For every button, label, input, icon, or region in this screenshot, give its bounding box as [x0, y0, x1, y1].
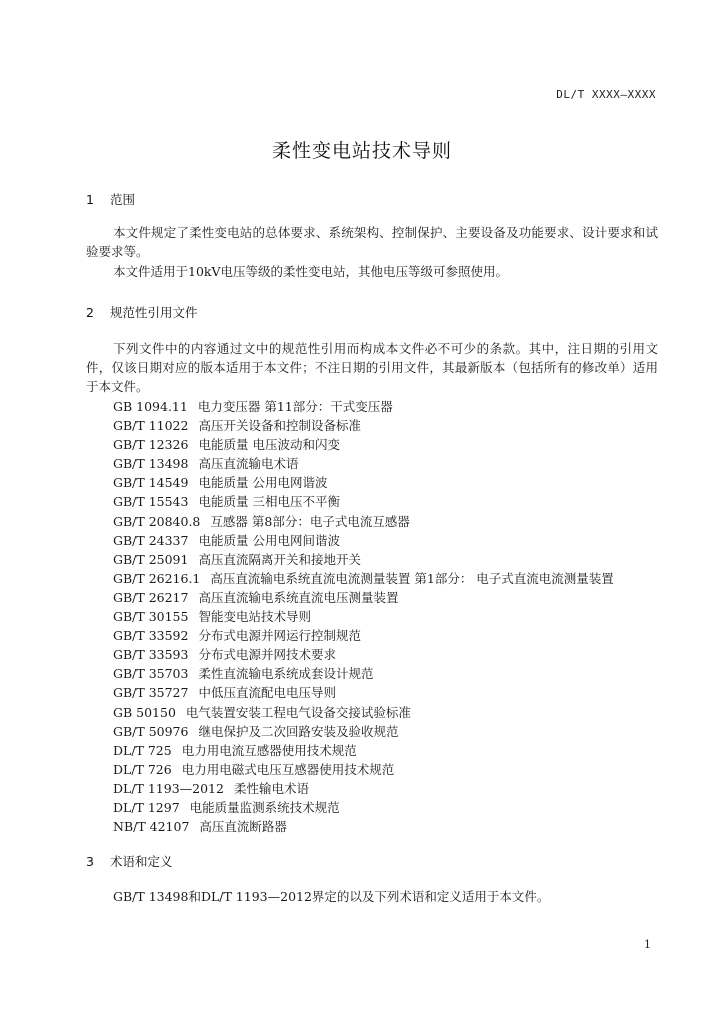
reference-code: GB 50150 — [113, 704, 176, 720]
reference-item — [113, 683, 614, 702]
reference-code: GB/T 33593 — [113, 647, 189, 663]
reference-item — [113, 798, 614, 817]
references-intro-paragraph: 下列文件中的内容通过文中的规范性引用而构成本文件必不可少的条款。其中，注日期的引用文件，仅该日期对应的版本适用于本文件；不注日期的引用文件，其最新版本（包括所有的修改单）适用于本文件。 — [86, 341, 658, 394]
reference-code: DL/T 725 — [113, 742, 172, 758]
section-title: 范围 — [109, 192, 135, 207]
reference-code: GB/T 24337 — [113, 532, 189, 548]
page-number: 1 — [644, 938, 651, 951]
reference-title: 电气装置安装工程电气设备交接试验标准 — [185, 704, 411, 720]
reference-item — [113, 397, 614, 416]
reference-title: 高压直流输电系统直流电压测量装置 — [198, 589, 399, 605]
reference-code: GB/T 12326 — [113, 437, 189, 453]
reference-item — [113, 588, 614, 607]
reference-title: 分布式电源并网运行控制规范 — [198, 628, 361, 644]
reference-code: GB/T 20840.8 — [113, 513, 201, 529]
reference-title: 电力变压器 第11部分：干式变压器 — [197, 399, 393, 414]
section-2-heading — [86, 303, 198, 321]
reference-title: 继电保护及二次回路安装及验收规范 — [198, 723, 399, 739]
reference-code: DL/T 726 — [113, 761, 172, 777]
section-1-heading — [86, 190, 135, 208]
reference-code: GB/T 11022 — [113, 418, 189, 434]
reference-item — [113, 454, 614, 473]
reference-item — [113, 473, 614, 492]
reference-item — [113, 531, 614, 550]
reference-item — [113, 492, 614, 511]
reference-code: GB/T 33592 — [113, 628, 189, 644]
section-3-heading — [86, 852, 173, 870]
reference-item — [113, 817, 614, 836]
reference-title: 高压直流隔离开关和接地开关 — [198, 551, 361, 567]
reference-code: GB/T 13498 — [113, 456, 189, 472]
reference-code: DL/T 1297 — [113, 799, 180, 815]
reference-code: GB/T 35727 — [113, 685, 189, 701]
reference-title: 互感器 第8部分：电子式电流互感器 — [210, 513, 410, 529]
section-number: 3 — [86, 854, 94, 869]
reference-item — [113, 569, 614, 588]
reference-code: NB/T 42107 — [113, 819, 190, 835]
reference-code: DL/T 1193—2012 — [113, 780, 224, 796]
reference-item — [113, 664, 614, 683]
reference-title: 高压直流断路器 — [199, 819, 287, 835]
reference-item — [113, 550, 614, 569]
section-title: 术语和定义 — [109, 854, 173, 869]
reference-title: 电能质量 公用电网谐波 — [198, 475, 328, 491]
reference-title: 高压开关设备和控制设备标准 — [198, 418, 361, 434]
reference-title: 电能质量 电压波动和闪变 — [198, 437, 340, 453]
reference-item — [113, 435, 614, 454]
section-title: 规范性引用文件 — [109, 305, 198, 320]
reference-title: 电能质量监测系统技术规范 — [189, 799, 340, 815]
reference-item — [113, 760, 614, 779]
section-number: 1 — [86, 192, 94, 207]
reference-item — [113, 779, 614, 798]
reference-title: 电力用电磁式电压互感器使用技术规范 — [181, 761, 395, 777]
reference-item — [113, 607, 614, 626]
reference-title: 分布式电源并网技术要求 — [198, 647, 336, 663]
reference-item — [113, 722, 614, 741]
reference-code: GB/T 26216.1 — [113, 570, 201, 586]
scope-paragraph-1: 本文件规定了柔性变电站的总体要求、系统架构、控制保护、主要设备及功能要求、设计要求和试验要求等。 — [86, 225, 658, 259]
scope-paragraph-2: 本文件适用于10kV电压等级的柔性变电站，其他电压等级可参照使用。 — [113, 264, 509, 279]
reference-title: 高压直流输电系统直流电流测量装置 第1部分： 电子式直流电流测量装置 — [210, 570, 614, 586]
reference-item — [113, 741, 614, 760]
reference-title: 电能质量 三相电压不平衡 — [198, 494, 340, 510]
reference-code: GB/T 50976 — [113, 723, 189, 739]
reference-title: 电能质量 公用电网间谐波 — [198, 532, 340, 548]
reference-item — [113, 626, 614, 645]
reference-code: GB 1094.11 — [113, 399, 188, 414]
reference-title: 电力用电流互感器使用技术规范 — [181, 742, 357, 758]
reference-item — [113, 703, 614, 722]
section-number: 2 — [86, 305, 94, 320]
reference-code: GB/T 35703 — [113, 666, 189, 682]
document-title: 柔性变电站技术导则 — [271, 140, 452, 162]
terms-intro-paragraph: GB/T 13498和DL/T 1193—2012界定的以及下列术语和定义适用于本文件。 — [113, 889, 550, 904]
reference-code: GB/T 15543 — [113, 494, 189, 510]
reference-title: 高压直流输电术语 — [198, 456, 299, 472]
reference-code: GB/T 14549 — [113, 475, 189, 491]
normative-references-list — [113, 397, 614, 836]
reference-title: 智能变电站技术导则 — [198, 609, 311, 625]
reference-title: 柔性直流输电系统成套设计规范 — [198, 666, 374, 682]
reference-item — [113, 645, 614, 664]
reference-title: 柔性输电术语 — [233, 780, 309, 796]
reference-code: GB/T 30155 — [113, 609, 189, 625]
reference-code: GB/T 25091 — [113, 551, 189, 567]
reference-item — [113, 512, 614, 531]
reference-title: 中低压直流配电电压导则 — [198, 685, 336, 701]
reference-item — [113, 416, 614, 435]
document-code: DL/T XXXX—XXXX — [556, 88, 656, 101]
reference-code: GB/T 26217 — [113, 589, 189, 605]
